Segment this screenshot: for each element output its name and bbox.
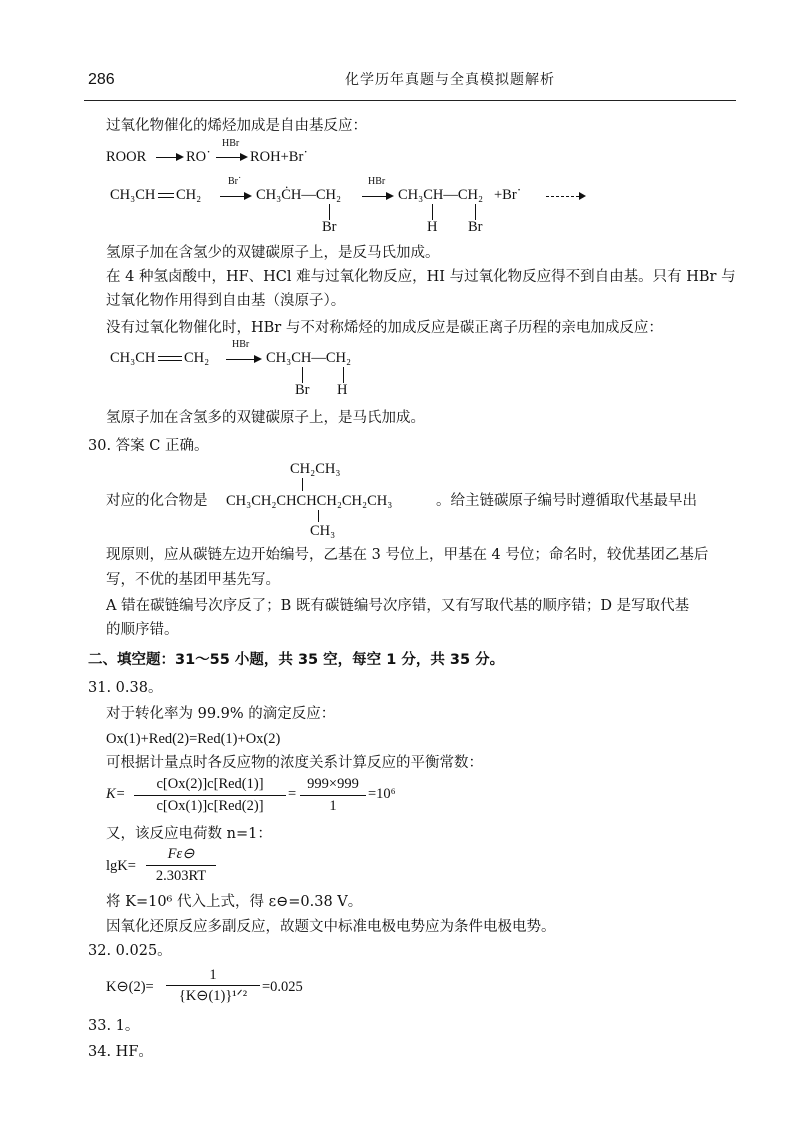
note-anti-markovnikov: 氢原子加在含氢少的双键碳原子上，是反马氏加成。 — [106, 245, 440, 261]
q30-line2: 现原则，应从碳链左边开始编号，乙基在 3 号位上，甲基在 4 号位；命名时，较优基团乙基后 — [106, 547, 709, 563]
rxn2-mid: CH₃ĊH—CH₂ — [256, 187, 342, 203]
rxn2-product: CH₃CH—CH₂ — [398, 187, 484, 203]
q30-answer: 30. 答案 C 正确。 — [88, 438, 209, 454]
q31-line6: 因氧化还原反应多副反应，故题文中标准电极电势应为条件电极电势。 — [106, 919, 556, 935]
rxn2-arrow-2 — [362, 196, 392, 197]
q33-answer: 33. 1。 — [88, 1018, 140, 1034]
rxn3-start: CH₃CH — [110, 350, 156, 366]
rxn2-mid-br: Br — [322, 219, 337, 235]
q30-line4: A 错在碳链编号次序反了；B 既有碳链编号次序错，又有写取代基的顺序错；D 是写取代基 — [106, 598, 690, 614]
rxn2-start: CH₃CH — [110, 187, 156, 203]
rxn3-prod-br: Br — [295, 382, 310, 398]
q32-denominator: {K⊖(1)}¹ᐟ² — [178, 988, 248, 1004]
lgk-numerator: Fε⊖ — [167, 846, 195, 862]
rxn1-arrow-1 — [156, 157, 182, 158]
q30-line1-suffix: 。给主链碳原子编号时遵循取代基最早出 — [436, 493, 697, 509]
q30-branch-bottom: CH₃ — [310, 523, 336, 539]
intro-text: 过氧化物催化的烯烃加成是自由基反应： — [106, 118, 367, 134]
q32-numerator: 1 — [209, 967, 217, 983]
q34-answer: 34. HF。 — [88, 1044, 153, 1060]
rxn2-prod-br: Br — [468, 219, 483, 235]
q30-bond-bottom — [318, 510, 319, 522]
rxn2-reagent1: Br˙ — [228, 176, 242, 187]
rxn3-product: CH₃CH—CH₂ — [266, 350, 352, 366]
k-denominator: c[Ox(1)]c[Red(2)] — [156, 798, 264, 814]
rxn2-start-end: CH₂ — [176, 187, 202, 203]
header-rule — [84, 100, 736, 101]
rxn1-reactant: ROOR — [106, 149, 147, 165]
q31-line1: 对于转化率为 99.9% 的滴定反应： — [106, 706, 336, 722]
rxn3-reagent: HBr — [232, 339, 250, 350]
lgk-denominator: 2.303RT — [155, 868, 207, 884]
q30-line5: 的顺序错。 — [106, 622, 179, 638]
q31-equation: Ox(1)+Red(2)=Red(1)+Ox(2) — [106, 731, 281, 747]
note-hydrohalic-2: 过氧化物作用得到自由基（溴原子）。 — [106, 293, 346, 309]
rxn1-reagent: HBr — [222, 138, 240, 149]
rxn2-product-plus: +Br˙ — [494, 187, 522, 203]
rxn2-reagent2: HBr — [368, 176, 386, 187]
k-denominator-2: 1 — [329, 798, 337, 814]
q32-fraction-bar — [166, 985, 260, 986]
q31-line4: 又，该反应电荷数 n=1： — [106, 826, 272, 842]
page-number: 286 — [88, 71, 115, 88]
q32-answer: 32. 0.025。 — [88, 943, 172, 959]
rxn1-radical: RO˙ — [186, 149, 211, 165]
section2-heading: 二、填空题：31～55 小题，共 35 空，每空 1 分，共 35 分。 — [88, 652, 505, 668]
rxn2-continue-arrow — [546, 196, 584, 197]
rxn2-prod-h: H — [427, 219, 438, 235]
q30-formula: CH₃CH₂CHCHCH₂CH₂CH₃ — [226, 493, 393, 509]
k-numerator: c[Ox(2)]c[Red(1)] — [156, 776, 264, 792]
q30-bond-top — [302, 478, 303, 491]
rxn1-arrow-2 — [216, 157, 246, 158]
lgk-lhs: lgK= — [106, 858, 136, 874]
note-electrophilic: 没有过氧化物催化时，HBr 与不对称烯烃的加成反应是碳正离子历程的亲电加成反应： — [106, 320, 663, 336]
q30-line3: 写，不优的基团甲基先写。 — [106, 572, 280, 588]
k-lhs: K= — [106, 786, 126, 802]
rxn3-double-bond — [158, 356, 182, 361]
q32-result: =0.025 — [262, 979, 303, 995]
k-equals: = — [288, 786, 297, 802]
q31-answer: 31. 0.38。 — [88, 680, 163, 696]
q30-branch-top: CH₂CH₃ — [290, 461, 341, 477]
rxn1-product: ROH+Br˙ — [250, 149, 309, 165]
rxn3-start-end: CH₂ — [184, 350, 210, 366]
rxn2-arrow-1 — [220, 196, 250, 197]
note-markovnikov: 氢原子加在含氢多的双键碳原子上，是马氏加成。 — [106, 410, 425, 426]
q31-line3: 可根据计量点时各反应物的浓度关系计算反应的平衡常数： — [106, 755, 483, 771]
k-fraction-bar-2 — [300, 795, 366, 796]
q30-line1-prefix: 对应的化合物是 — [106, 493, 208, 509]
q32-lhs: K⊖(2)= — [106, 979, 154, 995]
rxn2-double-bond — [158, 193, 174, 198]
note-hydrohalic-1: 在 4 种氢卤酸中，HF、HCl 难与过氧化物反应，HI 与过氧化物反应得不到自由基。只有 HBr 与 — [106, 269, 736, 285]
k-fraction-bar — [134, 795, 286, 796]
rxn3-prod-h: H — [337, 382, 348, 398]
q31-line5: 将 K=10⁶ 代入上式，得 ε⊖=0.38 V。 — [106, 894, 363, 910]
k-numerator-2: 999×999 — [307, 776, 359, 792]
rxn3-arrow — [226, 359, 260, 360]
running-title: 化学历年真题与全真模拟题解析 — [345, 72, 555, 88]
k-result: =10⁶ — [368, 786, 396, 802]
lgk-fraction-bar — [146, 865, 216, 866]
